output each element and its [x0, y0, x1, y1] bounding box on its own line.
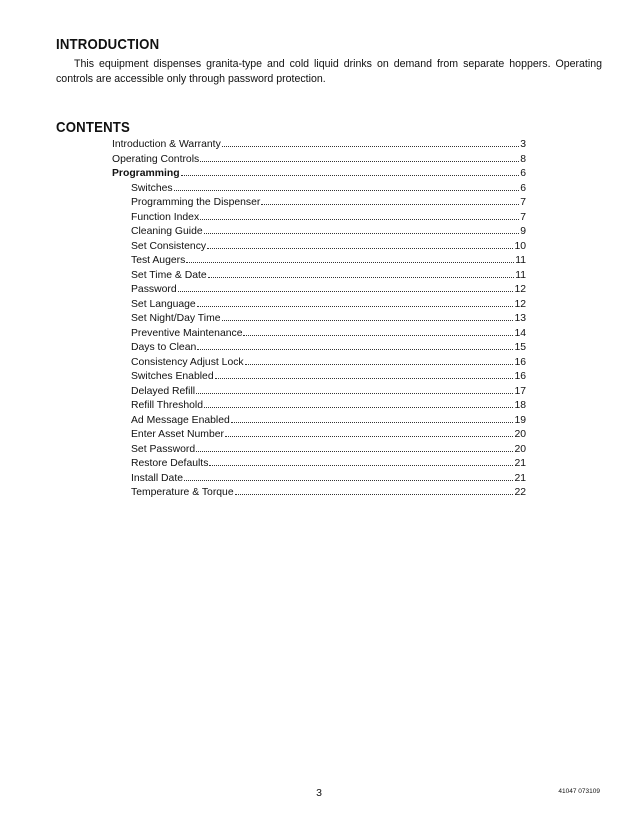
toc-leader-dots	[197, 298, 514, 307]
document-code: 41047 073109	[558, 788, 600, 795]
toc-leader-dots	[200, 153, 519, 162]
contents-heading: CONTENTS	[56, 119, 131, 136]
toc-item-page: 20	[514, 429, 526, 440]
toc-item-title: Password	[131, 284, 177, 295]
introduction-heading: INTRODUCTION	[56, 36, 160, 53]
toc-item-page: 15	[514, 342, 526, 353]
toc-item-title: Set Time & Date	[131, 269, 207, 281]
toc-item-temperature-torque[interactable]	[112, 486, 526, 501]
toc-item-title: Cleaning Guide	[131, 226, 203, 237]
toc-item-title: Restore Defaults	[131, 458, 209, 469]
toc-leader-dots	[207, 240, 513, 249]
toc-leader-dots	[215, 370, 514, 379]
toc-leader-dots	[174, 182, 520, 191]
toc-item-page: 14	[514, 327, 526, 339]
toc-item-title: Programming	[112, 168, 180, 179]
toc-item-title: Delayed Refill	[131, 385, 196, 397]
toc-item-page: 18	[514, 400, 526, 411]
toc-item-title: Consistency Adjust Lock	[131, 356, 244, 368]
toc-leader-dots	[184, 472, 513, 481]
toc-item-ad-message-enabled[interactable]	[112, 414, 526, 429]
toc-item-page: 12	[514, 298, 526, 310]
toc-item-page: 10	[514, 240, 526, 252]
toc-item-operating-controls[interactable]	[112, 153, 526, 168]
toc-leader-dots	[243, 327, 513, 336]
introduction-paragraph: This equipment dispenses granita-type and cold liquid drinks on demand from separate hoppers. Operating controls are accessible only through password protection.	[56, 58, 602, 85]
toc-leader-dots	[222, 138, 519, 147]
toc-item-page: 6	[520, 168, 526, 179]
toc-item-page: 17	[514, 385, 526, 397]
toc-item-page: 12	[514, 284, 526, 295]
toc-item-page: 22	[514, 487, 526, 498]
toc-item-delayed-refill[interactable]	[112, 385, 526, 400]
toc-item-title: Refill Threshold	[131, 400, 203, 411]
toc-item-title: Set Consistency	[131, 240, 207, 252]
toc-item-title: Switches	[131, 182, 173, 194]
toc-item-title: Set Language	[131, 298, 196, 310]
toc-item-page: 13	[514, 313, 526, 324]
toc-item-restore-defaults[interactable]	[112, 457, 526, 472]
toc-item-page: 11	[515, 269, 526, 281]
toc-item-set-consistency[interactable]	[112, 240, 526, 255]
toc-item-days-to-clean[interactable]	[112, 341, 526, 356]
toc-item-title: Preventive Maintenance	[131, 327, 243, 339]
toc-item-install-date[interactable]	[112, 472, 526, 487]
toc-leader-dots	[225, 428, 513, 437]
toc-item-test-augers[interactable]	[112, 254, 526, 269]
toc-item-page: 19	[514, 414, 526, 426]
toc-item-title: Set Night/Day Time	[131, 313, 221, 324]
toc-item-title: Ad Message Enabled	[131, 414, 230, 426]
toc-leader-dots	[235, 486, 514, 495]
toc-item-title: Enter Asset Number	[131, 429, 224, 440]
toc-leader-dots	[196, 385, 513, 394]
toc-leader-dots	[200, 211, 519, 220]
toc-item-page: 8	[520, 153, 526, 165]
toc-leader-dots	[209, 457, 513, 466]
toc-item-title: Function Index	[131, 211, 200, 223]
toc-item-title: Operating Controls	[112, 153, 200, 165]
toc-item-title: Programming the Dispenser	[131, 197, 261, 208]
toc-item-page: 21	[514, 472, 526, 484]
toc-item-enter-asset-number[interactable]	[112, 428, 526, 443]
toc-leader-dots	[231, 414, 514, 423]
toc-item-set-time-date[interactable]	[112, 269, 526, 284]
toc-item-cleaning-guide[interactable]	[112, 225, 526, 240]
toc-item-title: Introduction & Warranty	[112, 139, 221, 150]
toc-item-switches-enabled[interactable]	[112, 370, 526, 385]
toc-leader-dots	[186, 254, 514, 263]
toc-item-page: 16	[514, 356, 526, 368]
toc-item-programming[interactable]	[112, 167, 526, 182]
toc-item-set-night-day-time[interactable]	[112, 312, 526, 327]
toc-item-set-password[interactable]	[112, 443, 526, 458]
toc-item-page: 7	[520, 211, 526, 223]
toc-item-page: 20	[514, 443, 526, 455]
toc-item-page: 9	[520, 226, 526, 237]
toc-item-switches[interactable]	[112, 182, 526, 197]
toc-item-page: 3	[520, 139, 526, 150]
toc-item-title: Days to Clean	[131, 342, 197, 353]
toc-item-set-language[interactable]	[112, 298, 526, 313]
toc-item-title: Switches Enabled	[131, 371, 214, 382]
toc-item-consistency-adjust-lock[interactable]	[112, 356, 526, 371]
toc-item-password[interactable]	[112, 283, 526, 298]
toc-item-page: 16	[514, 371, 526, 382]
toc-leader-dots	[261, 196, 519, 205]
toc-leader-dots	[178, 283, 514, 292]
toc-leader-dots	[181, 167, 520, 176]
page-number: 3	[316, 787, 322, 799]
toc-leader-dots	[204, 225, 520, 234]
toc-leader-dots	[196, 443, 513, 452]
toc-leader-dots	[208, 269, 515, 278]
toc-item-programming-the-dispenser[interactable]	[112, 196, 526, 211]
toc-item-page: 6	[520, 182, 526, 194]
toc-leader-dots	[204, 399, 513, 408]
toc-item-title: Test Augers	[131, 255, 186, 266]
toc-leader-dots	[222, 312, 514, 321]
toc-item-introduction-warranty[interactable]	[112, 138, 526, 153]
toc-leader-dots	[197, 341, 513, 350]
toc-item-title: Install Date	[131, 472, 183, 484]
toc-item-page: 21	[514, 458, 526, 469]
toc-item-function-index[interactable]	[112, 211, 526, 226]
table-of-contents	[112, 138, 526, 501]
toc-item-page: 7	[520, 197, 526, 208]
toc-item-refill-threshold[interactable]	[112, 399, 526, 414]
toc-item-title: Temperature & Torque	[131, 487, 234, 498]
toc-leader-dots	[245, 356, 514, 365]
toc-item-title: Set Password	[131, 443, 196, 455]
toc-item-preventive-maintenance[interactable]	[112, 327, 526, 342]
toc-item-page: 11	[515, 255, 526, 266]
